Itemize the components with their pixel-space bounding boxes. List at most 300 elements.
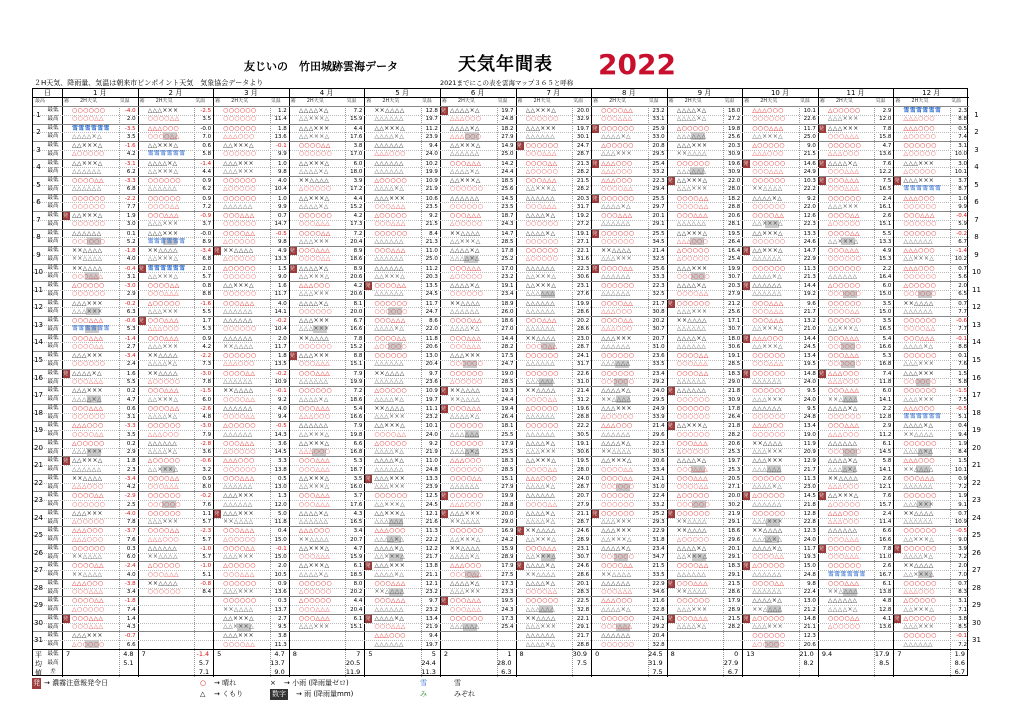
naming-note: 2021までにこの表を雲海マップ３６５と呼称	[440, 79, 574, 87]
weather-symbols-late: △△△△△△	[374, 115, 404, 123]
weather-symbols-late: △○○○○○	[903, 132, 936, 140]
weather-symbols-late: ××△△△△	[827, 588, 859, 596]
weather-symbols-late: ○○○○○○	[676, 500, 710, 508]
temp-min: 18.9	[501, 300, 514, 307]
temp-max: 4.0	[126, 256, 136, 263]
temp-max: 6.3	[126, 308, 136, 315]
day-number: 26	[34, 548, 43, 557]
temp-max: 8.8	[958, 116, 967, 123]
weather-symbols: △○○○○○	[601, 142, 634, 150]
temp-min: 0.4	[278, 528, 287, 535]
temp-max: 5.5	[202, 308, 212, 315]
weather-symbols: △△△△△△	[752, 404, 782, 412]
temp-min: -2.9	[124, 493, 136, 500]
temp-min: 9.7	[429, 370, 438, 377]
temp-min: -0.0	[200, 125, 212, 132]
temp-min: 9.8	[807, 580, 816, 587]
day-number: 11	[34, 285, 43, 294]
temp-max: 11.7	[274, 343, 287, 350]
weather-symbols: △△×××△	[223, 614, 254, 622]
day-number: 29	[34, 601, 43, 610]
weather-symbols: ○○○○△△	[676, 352, 709, 360]
weather-symbols: ○○○○△△	[752, 212, 785, 220]
weather-symbols-late: ○○○△△△	[374, 220, 406, 228]
temp-min: 0.9	[202, 335, 212, 342]
temp-max: 10.9	[954, 519, 967, 526]
day-number-right: 20	[972, 443, 981, 452]
weather-col-header: 2H天気	[80, 98, 97, 104]
temp-max: 2.3	[126, 466, 136, 473]
weather-symbols: △△△○○○	[752, 422, 784, 430]
temp-max: 8.0	[202, 484, 212, 491]
temp-max: 30.9	[728, 151, 741, 158]
weather-symbols: △△△△×△	[676, 457, 707, 465]
row-label-min: 最低	[47, 124, 59, 131]
legend-symbol: △	[200, 690, 206, 698]
weather-symbols-late: △△×××△	[298, 115, 330, 123]
temp-min: -2.2	[200, 353, 212, 360]
temp-max: 30.7	[728, 326, 741, 333]
month-header: 9 月	[667, 89, 743, 98]
weather-symbols: ○○○○○○	[147, 422, 181, 430]
weather-symbols-late: ○○○○△△	[72, 115, 104, 123]
temp-max: 28.5	[728, 361, 741, 368]
weather-symbols: △△×××△	[374, 422, 406, 430]
weather-symbols: ○○○○○○	[752, 387, 786, 395]
weather-symbols: ○○○○△△	[601, 264, 634, 272]
footer-value: 7.5	[576, 659, 588, 667]
weather-symbols: ××△△△△	[601, 247, 632, 255]
temp-min: 14.4	[803, 283, 816, 290]
weather-symbols: △△△○○○	[903, 264, 935, 272]
temp-max: 12.8	[879, 606, 892, 613]
weather-symbols-late: ○○○○△△	[676, 290, 709, 298]
weather-symbols: ○○○△△△	[676, 474, 709, 482]
temp-min: 17.0	[501, 265, 514, 272]
temp-max: 22.2	[803, 186, 816, 193]
row-label-min: 最低	[47, 492, 59, 499]
weather-symbols: △○○○○○	[298, 597, 332, 605]
temp-min: 20.7	[576, 493, 590, 500]
temp-max: 22.0	[803, 203, 816, 210]
temp-min: 1.5	[278, 265, 287, 272]
weather-symbols: △○○○○○	[752, 562, 785, 570]
weather-symbols-late: △○○○○○	[72, 150, 105, 158]
temp-min: -3.3	[124, 178, 136, 185]
temp-min: 10.2	[425, 160, 438, 167]
temp-min: 0.9	[278, 580, 287, 587]
weather-symbols: △○○○○○	[525, 404, 559, 412]
temp-max: 29.5	[652, 396, 665, 403]
temp-min: 9.2	[429, 440, 438, 447]
temp-min: 7.2	[353, 388, 363, 395]
footer-value: 7.5	[652, 668, 663, 676]
weather-symbols-late: ××△△△△	[676, 588, 707, 596]
weather-symbols-late: △△△△△△	[223, 483, 253, 491]
temp-max: 24.8	[501, 116, 514, 123]
weather-symbols: ○○○△△△	[298, 457, 331, 465]
temp-min: 4.0	[278, 178, 287, 185]
weather-symbols-late: △△×××△	[903, 535, 935, 543]
weather-symbols-late: △△△×××	[298, 325, 330, 333]
temp-min: 3.7	[353, 493, 363, 500]
weather-symbols-late: ○○○○△△	[449, 570, 482, 578]
weather-symbols: △△△○○○	[903, 404, 935, 412]
legend-symbol: 雪	[420, 679, 427, 687]
day-number-right: 24	[972, 513, 981, 522]
weather-symbols: ○○○○○○	[223, 124, 257, 132]
temp-min: 2.9	[882, 423, 892, 430]
temp-max: 3.0	[126, 221, 136, 228]
footer-value: 31.9	[648, 659, 663, 667]
temp-min: -0.5	[276, 230, 287, 237]
weather-symbols-late: △○○○○○	[147, 378, 181, 385]
temp-min: 22.1	[576, 248, 590, 255]
temp-min: 20.7	[652, 335, 665, 342]
weather-symbols: △△△○○○	[903, 247, 935, 255]
weather-symbols-late: △△×××△	[903, 570, 935, 578]
temp-max: 4.2	[126, 484, 136, 491]
day-number: 15	[34, 355, 43, 364]
weather-symbols: △△×××△	[298, 194, 330, 202]
weather-symbols-late: △△△△△△	[72, 465, 102, 473]
fog-warning-mark: 発	[743, 283, 749, 290]
weather-symbols-late: △△△△△△	[525, 325, 555, 333]
temp-min: 7.6	[882, 160, 892, 167]
weather-symbols: ○○○○○○	[147, 177, 181, 185]
weather-symbols: △△△×××	[223, 492, 254, 500]
weather-symbols: ○○○△△△	[374, 317, 406, 325]
temp-max: 28.5	[501, 238, 514, 245]
weather-symbols: △△△○○○	[601, 159, 633, 167]
weather-symbols: △△△×××	[223, 509, 254, 517]
temp-min: 14.7	[501, 230, 514, 237]
weather-symbols: △△△○○○	[374, 527, 406, 535]
weather-symbols: ○○○○○○	[601, 352, 635, 360]
temp-max: 3.1	[126, 414, 136, 421]
temp-max: 32.9	[576, 116, 590, 123]
temp-max: 30.7	[652, 326, 665, 333]
weather-symbols-late: △△△×××	[752, 623, 783, 631]
weather-symbols-late: ○○○△△△	[827, 167, 860, 175]
weather-symbols-late: △○○○○○	[72, 518, 105, 526]
temp-max: 30.6	[576, 273, 590, 280]
weather-symbols: ○○○△△△	[676, 212, 709, 220]
temp-max: 19.8	[350, 431, 363, 438]
day-number-right: 27	[972, 566, 981, 575]
weather-symbols-late: 雪雪雪雪雪雪	[72, 325, 110, 333]
weather-symbols-late: △△△△△△	[147, 185, 178, 193]
temp-min: 24.1	[576, 353, 590, 360]
weather-symbols: ○○○△△△	[449, 264, 482, 272]
weather-symbols: △△△△×△	[827, 404, 858, 412]
temp-max: 9.9	[278, 203, 287, 210]
temp-max: 21.5	[803, 151, 816, 158]
corner-day: 日	[33, 89, 62, 98]
temp-min: 18.1	[501, 423, 514, 430]
weather-symbols-late: △△×××△	[752, 132, 783, 140]
weather-symbols-late: △○○○○○	[449, 272, 483, 280]
footer-value: 0	[734, 650, 739, 658]
temp-min: -0.2	[956, 230, 967, 237]
temp-max: 28.9	[576, 536, 590, 543]
temp-max: 31.0	[652, 343, 665, 350]
temp-min: 22.1	[576, 615, 590, 622]
temp-min: 7.9	[353, 370, 363, 377]
month-header: 4 月	[289, 89, 365, 98]
row-label-max: 最高	[47, 623, 59, 630]
weather-symbols-late: △△△△×△	[903, 553, 934, 561]
weather-symbols-late: △○○○○○	[827, 500, 861, 508]
temp-max: 20.6	[803, 641, 816, 648]
footer-label: 値	[35, 669, 42, 677]
temp-min: 1.8	[278, 353, 287, 360]
weather-symbols-late: ○○○○○○	[752, 115, 786, 123]
weather-symbols: ××△△△△	[827, 474, 859, 482]
weather-symbols: ○○○○○○	[903, 352, 937, 360]
weather-symbols: ○○○○○○	[374, 492, 408, 500]
weather-symbols: ○○○△△△	[147, 212, 179, 220]
weather-symbols-late: ××△△△△	[903, 465, 934, 473]
weather-symbols: ○○○△△△	[676, 439, 709, 447]
weather-symbols-late: ○○○○△△	[72, 342, 104, 350]
day-number-right: 30	[972, 618, 981, 627]
weather-symbols: △△△×××	[147, 229, 179, 237]
temp-min: -3.4	[124, 353, 136, 360]
legend-fog-mark: 発	[33, 679, 40, 687]
weather-symbols-late: △△△×××	[449, 588, 481, 596]
weather-symbols: △△×××△	[752, 247, 783, 255]
weather-symbols: △△×××△	[298, 439, 330, 447]
weather-symbols-late: △△△△△△	[374, 290, 404, 298]
weather-symbols-late: ○○○○△△	[223, 413, 256, 421]
temp-max: 9.8	[278, 238, 287, 245]
weather-symbols-late: ○○○○○○	[752, 237, 786, 245]
weather-symbols: ○○○○○○	[298, 212, 332, 220]
weather-symbols-late: △△△△×△	[298, 395, 329, 403]
weather-symbols-late: ××△△△△	[449, 518, 481, 526]
temp-col-header: 気温	[875, 98, 886, 104]
temp-max: 21.6	[425, 519, 438, 526]
weather-symbols: △△△×××	[72, 299, 103, 307]
weather-symbols-late: △△△×××	[223, 553, 254, 561]
weather-symbols: △△△△×△	[752, 544, 783, 552]
weather-symbols-late: △○○○○○	[903, 167, 936, 175]
temp-max: 13.8	[879, 589, 892, 596]
weather-symbols: ○○○○△△	[72, 177, 104, 185]
weather-symbols-late: ○○○○○○	[752, 413, 786, 421]
temp-min: 21.4	[652, 248, 665, 255]
weather-symbols: △△△△×△	[449, 107, 480, 114]
temp-max: 20.6	[350, 273, 363, 280]
weather-symbols-late: ○○○○△△	[525, 500, 558, 508]
temp-min: 6.1	[882, 580, 892, 587]
weather-symbols: ○○○○△△	[374, 282, 407, 290]
fog-warning-mark: 発	[667, 423, 673, 430]
temp-max: 16.5	[879, 186, 892, 193]
weather-symbols: ○○○○○○	[676, 159, 710, 167]
weather-symbols: △○○○○○	[903, 614, 936, 622]
weather-symbols: △△△○○○	[374, 632, 406, 640]
temp-min: 10.6	[425, 195, 438, 202]
day-number-right: 8	[974, 233, 979, 242]
weather-symbols: 雪雪雪雪雪雪	[903, 107, 942, 114]
weather-symbols-late: △△△△△△	[676, 570, 707, 578]
row-label-max: 最高	[47, 448, 59, 455]
temp-min: 8.9	[353, 248, 363, 255]
weather-symbols: △△△△×△	[601, 544, 631, 552]
temp-min: 25.5	[652, 195, 665, 202]
weather-symbols: ○○○○○○	[827, 264, 862, 272]
temp-max: 33.3	[652, 273, 665, 280]
temp-max: 19.9	[425, 168, 438, 175]
temp-min: -0.5	[276, 423, 287, 430]
fog-warning-mark: 発	[365, 615, 371, 622]
temp-max: 6.2	[126, 168, 136, 175]
row-label-min: 最低	[47, 299, 59, 306]
weather-symbols-late: △△△×××	[601, 255, 632, 263]
temp-max: 14.3	[274, 431, 287, 438]
weather-symbols-late: △△△△△△	[374, 605, 404, 613]
temp-min: 13.3	[803, 230, 816, 237]
weather-symbols-late: ○○○○○○	[752, 202, 786, 210]
weather-symbols: ○○○○○○	[601, 229, 635, 237]
temp-max: 30.5	[576, 431, 590, 438]
weather-symbols-late: △△△△△△	[525, 605, 555, 613]
weather-symbols-late: ××△△△△	[752, 185, 783, 193]
weather-symbols: △△△×××	[676, 264, 708, 272]
temp-max: 24.7	[501, 361, 514, 368]
page-title: 天気年間表	[458, 54, 553, 75]
temp-col-header: 気温	[346, 98, 357, 104]
temp-min: -2.2	[124, 195, 136, 202]
weather-symbols-late: △△△○○○	[827, 483, 860, 491]
temp-min: 24.0	[652, 388, 665, 395]
weather-symbols-late: ○○○△△△	[676, 360, 709, 368]
temp-min: 12.2	[425, 545, 438, 552]
temp-min: 23.0	[576, 335, 590, 342]
temp-min: 11.0	[425, 458, 438, 465]
weather-symbols-late: ○○○○△△	[525, 465, 558, 473]
weather-symbols-late: △△△×××	[298, 290, 330, 298]
temp-min: 17.3	[501, 615, 514, 622]
temp-min: 0.7	[958, 510, 967, 517]
temp-min: 3.0	[958, 160, 967, 167]
day-number-right: 26	[972, 548, 981, 557]
temp-min: 22.6	[576, 370, 590, 377]
temp-max: 13.5	[274, 361, 287, 368]
temp-max: 12.1	[879, 484, 892, 491]
fog-warning-mark: 発	[516, 528, 522, 535]
temp-max: 9.0	[278, 273, 287, 280]
weather-symbols-late: △△△△×△	[449, 255, 480, 263]
temp-min: 17.8	[501, 248, 514, 255]
temp-min: 9.7	[429, 598, 438, 605]
weather-symbols: ○○○○△△	[72, 562, 104, 570]
weather-symbols-late: △△×××△	[827, 237, 859, 245]
temp-max: 25.3	[728, 466, 741, 473]
temp-max: 10.4	[274, 186, 287, 193]
temp-min: 14.8	[803, 370, 816, 377]
weather-symbols-late: ○○○○○○	[601, 483, 635, 491]
weather-symbols: △△×××△	[374, 124, 406, 132]
temp-min: 9.4	[429, 143, 438, 150]
weather-symbols: ○○○○○○	[676, 509, 710, 517]
weather-symbols-late: ○○○○○○	[223, 150, 257, 158]
day-rule	[33, 631, 969, 632]
weather-symbols-late: ○○○○○○	[903, 290, 937, 298]
temp-max: 21.3	[803, 273, 816, 280]
weather-symbols: ○○○△△△	[525, 544, 557, 552]
temp-max: 28.7	[576, 343, 590, 350]
temp-col-header: 気温	[195, 98, 206, 104]
temp-max: 21.7	[803, 308, 816, 315]
day-number-right: 6	[974, 198, 979, 207]
weather-symbols-late: ××△△△△	[72, 570, 103, 578]
weather-symbols: △△×××△	[72, 142, 103, 150]
weather-symbols: ○○○○○○	[223, 194, 257, 202]
temp-min: 0.2	[126, 440, 136, 447]
fog-warning-mark: 発	[592, 265, 598, 272]
weather-symbols: △△△×××	[223, 159, 254, 167]
weather-symbols-late: △△△△×△	[449, 553, 480, 561]
weather-symbols-late: △△△△△△	[752, 500, 782, 508]
weather-symbols: △△△○○○	[601, 422, 633, 430]
temp-min: 25.5	[652, 230, 665, 237]
temp-max: 16.6	[350, 326, 363, 333]
weather-symbols: △△△△×△	[298, 107, 329, 114]
row-label-min: 最低	[47, 352, 59, 359]
temp-max: 3.2	[202, 466, 212, 473]
weather-symbols-late: ○○○○○○	[223, 465, 257, 473]
weather-symbols-late: ○○○○△△	[525, 342, 558, 350]
temp-max: 28.2	[501, 343, 514, 350]
weather-symbols: ○○○○△△	[601, 107, 634, 114]
temp-max: 4.7	[126, 396, 136, 403]
row-label-min: 最低	[47, 194, 59, 201]
temp-max: 2.9	[126, 449, 136, 456]
temp-max: 30.1	[576, 133, 590, 140]
temp-max: 31.6	[576, 256, 590, 263]
month-divider	[138, 89, 139, 677]
weather-symbols-late: ○○○○○○	[827, 255, 862, 263]
temp-max: 28.6	[576, 308, 590, 315]
temp-min: 1.0	[278, 160, 287, 167]
temp-max: 20.3	[425, 273, 438, 280]
temp-min: 22.4	[652, 493, 665, 500]
temp-max: 19.5	[803, 361, 816, 368]
weather-symbols: ○○○○○○	[449, 422, 484, 430]
temp-min: 13.0	[425, 353, 438, 360]
weather-symbols-late: △△×××△	[374, 272, 406, 280]
weather-symbols-late: 雪雪雪雪雪雪	[147, 150, 186, 158]
weather-symbols-late: ××△△△△	[72, 553, 103, 561]
weather-col-header: 2H天気	[835, 98, 853, 104]
temp-min: 13.0	[803, 598, 816, 605]
weather-symbols: △△△△×△	[752, 597, 783, 605]
weather-symbols-late: △△△△△△	[903, 307, 933, 315]
weather-symbols-late: △△×××△	[676, 553, 708, 561]
temp-max: 15.2	[350, 343, 363, 350]
weather-symbols: △△△△△△	[827, 439, 858, 447]
temp-min: 21.2	[728, 300, 741, 307]
temp-max: 29.0	[501, 519, 514, 526]
temp-max: 24.8	[425, 466, 438, 473]
row-label-min: 最低	[47, 369, 59, 376]
row-label-max: 最高	[47, 553, 59, 560]
weather-symbols: ○○○○△△	[601, 562, 634, 570]
temp-min: 17.9	[501, 563, 514, 570]
